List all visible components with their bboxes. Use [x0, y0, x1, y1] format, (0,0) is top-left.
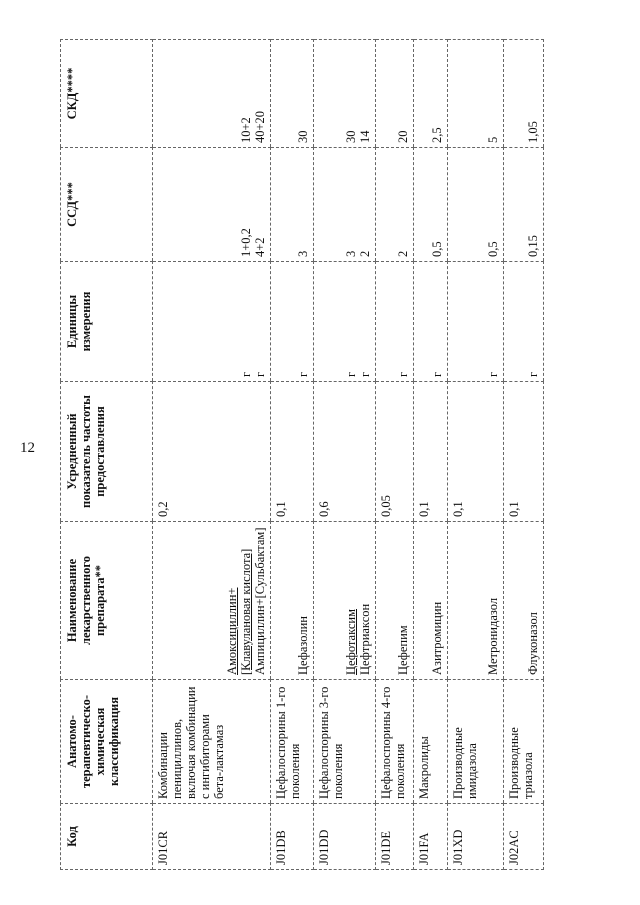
drug-unit: г [296, 371, 310, 377]
cell-atc: Производные триазола [504, 680, 544, 804]
cell-unit [314, 262, 376, 382]
freq-value: 0,6 [317, 501, 331, 517]
drug-skd: 1,05 [526, 121, 540, 143]
drug-name: Цефотаксим [344, 609, 358, 675]
drug-skd: 10+2 [239, 117, 253, 143]
header-ssd: ССД*** [61, 148, 153, 262]
cell-drug-name [448, 522, 504, 680]
drug-name: Цефтриаксон [358, 603, 372, 675]
header-unit: Единицы измерения [61, 262, 153, 382]
cell-skd [504, 40, 544, 148]
cell-unit [271, 262, 314, 382]
drug-skd: 20 [396, 130, 410, 143]
cell-drug-name [314, 522, 376, 680]
cell-freq [271, 382, 314, 522]
cell-code: J01DE [376, 804, 414, 870]
drug-name: Ампициллин+[Сульбактам] [253, 527, 267, 675]
drug-unit: г [253, 371, 267, 377]
cell-unit [414, 262, 448, 382]
table-row [314, 40, 376, 870]
header-drug: Наименование лекарственного препарата** [61, 522, 153, 680]
cell-ssd [448, 148, 504, 262]
drug-skd: 5 [486, 136, 500, 143]
table-row [504, 40, 544, 870]
header-atc: Анатомо-терапевтическо-химическая классификация [61, 680, 153, 804]
cell-freq [448, 382, 504, 522]
cell-freq [504, 382, 544, 522]
drug-unit: г [430, 371, 444, 377]
freq-value: 0,1 [274, 501, 288, 517]
drug-ssd: 4+2 [253, 237, 267, 257]
drug-ssd: 2 [396, 250, 410, 257]
drug-table [60, 39, 544, 870]
cell-code: J01DB [271, 804, 314, 870]
cell-drug-name [376, 522, 414, 680]
cell-freq [153, 382, 271, 522]
cell-ssd [504, 148, 544, 262]
cell-drug-name [504, 522, 544, 680]
drug-ssd: 0,5 [430, 241, 444, 257]
cell-unit [448, 262, 504, 382]
drug-skd: 30 [296, 130, 310, 143]
cell-ssd [314, 148, 376, 262]
drug-name: Флуконазол [526, 612, 540, 675]
table-row [153, 40, 271, 870]
table-body [153, 40, 544, 870]
drug-name: Амоксициллин+ [Клавулановая кислота] [225, 548, 253, 675]
drug-skd: 30 [344, 130, 358, 143]
drug-name: Цефепим [396, 625, 410, 675]
header-row [61, 40, 153, 870]
cell-drug-name [414, 522, 448, 680]
cell-skd [314, 40, 376, 148]
cell-skd [376, 40, 414, 148]
cell-drug-name [271, 522, 314, 680]
cell-atc: Цефалоспорины 1-го поколения [271, 680, 314, 804]
drug-ssd: 2 [358, 250, 372, 257]
drug-unit: г [358, 371, 372, 377]
cell-skd [448, 40, 504, 148]
drug-unit: г [486, 371, 500, 377]
cell-code: J01DD [314, 804, 376, 870]
drug-ssd: 3 [344, 250, 358, 257]
drug-ssd: 0,15 [526, 235, 540, 257]
cell-code: J02AC [504, 804, 544, 870]
freq-value: 0,1 [417, 501, 431, 517]
cell-atc: Цефалоспорины 3-го поколения [314, 680, 376, 804]
cell-code: J01CR [153, 804, 271, 870]
rotated-table-container [60, 40, 610, 870]
freq-value: 0,2 [156, 501, 170, 517]
cell-code: J01XD [448, 804, 504, 870]
freq-value: 0,1 [507, 501, 521, 517]
cell-atc: Производные имидазола [448, 680, 504, 804]
cell-freq [376, 382, 414, 522]
drug-unit: г [344, 371, 358, 377]
drug-unit: г [526, 371, 540, 377]
drug-skd: 2,5 [430, 127, 444, 143]
drug-unit: г [396, 371, 410, 377]
cell-unit [376, 262, 414, 382]
cell-ssd [414, 148, 448, 262]
table-row [414, 40, 448, 870]
header-freq: Усредненный показатель частоты предоставления [61, 382, 153, 522]
header-code: Код [61, 804, 153, 870]
header-skd: СКД**** [61, 40, 153, 148]
table-row [271, 40, 314, 870]
freq-value: 0,05 [379, 495, 393, 517]
page-number: 12 [20, 440, 35, 456]
drug-ssd: 3 [296, 250, 310, 257]
cell-ssd [153, 148, 271, 262]
cell-skd [414, 40, 448, 148]
cell-atc: Цефалоспорины 4-го поколения [376, 680, 414, 804]
cell-freq [314, 382, 376, 522]
drug-skd: 40+20 [253, 110, 267, 143]
cell-skd [153, 40, 271, 148]
cell-ssd [376, 148, 414, 262]
drug-unit: г [239, 371, 253, 377]
cell-atc: Комбинации пенициллинов, включая комбинации с ингибиторами бета-лактамаз [153, 680, 271, 804]
cell-unit [153, 262, 271, 382]
drug-ssd: 0,5 [486, 241, 500, 257]
drug-name: Цефазолин [296, 616, 310, 675]
table-row [448, 40, 504, 870]
table-row [376, 40, 414, 870]
cell-code: J01FA [414, 804, 448, 870]
cell-drug-name [153, 522, 271, 680]
drug-ssd: 1+0,2 [239, 228, 253, 257]
cell-skd [271, 40, 314, 148]
drug-name: Метронидазол [486, 597, 500, 675]
cell-atc: Макролиды [414, 680, 448, 804]
cell-unit [504, 262, 544, 382]
drug-name: Азитромицин [430, 601, 444, 675]
drug-skd: 14 [358, 130, 372, 143]
freq-value: 0,1 [451, 501, 465, 517]
cell-freq [414, 382, 448, 522]
cell-ssd [271, 148, 314, 262]
